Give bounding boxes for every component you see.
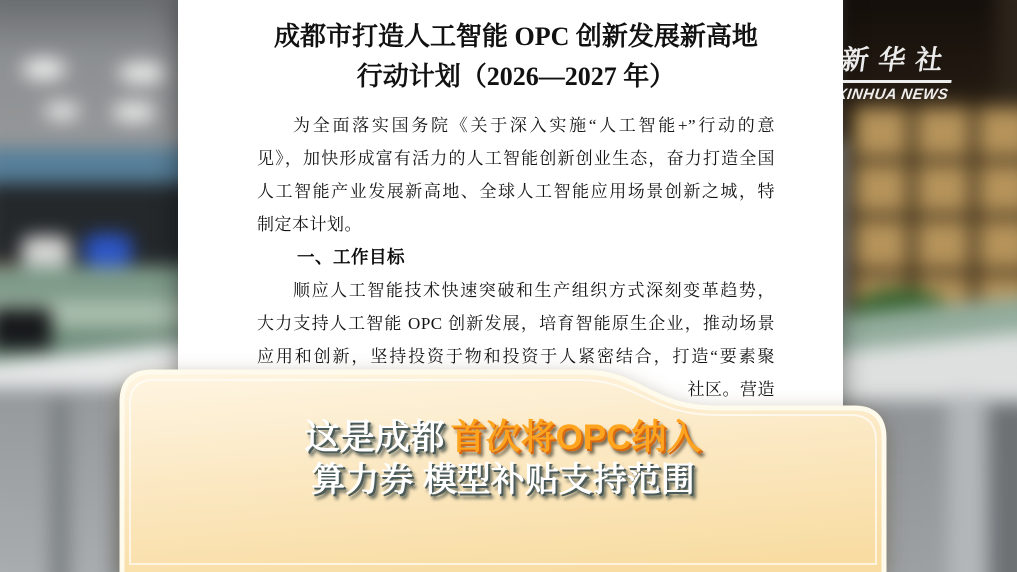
caption-line1-prefix: 这是成都	[304, 418, 445, 457]
paragraph-line: 制定本计划。	[257, 215, 362, 234]
caption-line1-highlight: 首次将OPC纳入	[450, 418, 702, 457]
paragraph-line: 应用和创新，坚持投资于物和投资于人紧密结合，打造“要素聚	[257, 347, 775, 366]
caption	[305, 417, 702, 501]
paragraph-line: 顺应人工智能技术快速突破和生产组织方式深刻变革趋势，	[293, 281, 775, 300]
section-heading: 一、工作目标	[297, 247, 405, 267]
paragraph-line: 大力支持人工智能 OPC 创新发展，培育智能原生企业，推动场景	[257, 314, 775, 333]
paragraph-line: 为全面落实国务院《关于深入实施“人工智能+”行动的意	[293, 116, 775, 135]
paragraph-line: 人工智能产业发展新高地、全球人工智能应用场景创新之城，特	[257, 182, 775, 201]
xinhua-logo-cn: 新华社	[838, 38, 957, 83]
caption-line2: 算力券 模型补贴支持范围	[311, 461, 695, 499]
xinhua-logo-en: XINHUA NEWS	[835, 86, 950, 103]
partial-line-fragment: 社区。营造	[687, 380, 775, 399]
document-title-line2: 行动计划（2026—2027 年）	[356, 62, 676, 91]
caption-line1	[305, 417, 702, 459]
document-title-line1: 成都市打造人工智能 OPC 创新发展新高地	[274, 22, 758, 51]
paragraph-line: 见》，加快形成富有活力的人工智能创新创业生态，奋力打造全国	[257, 149, 775, 168]
